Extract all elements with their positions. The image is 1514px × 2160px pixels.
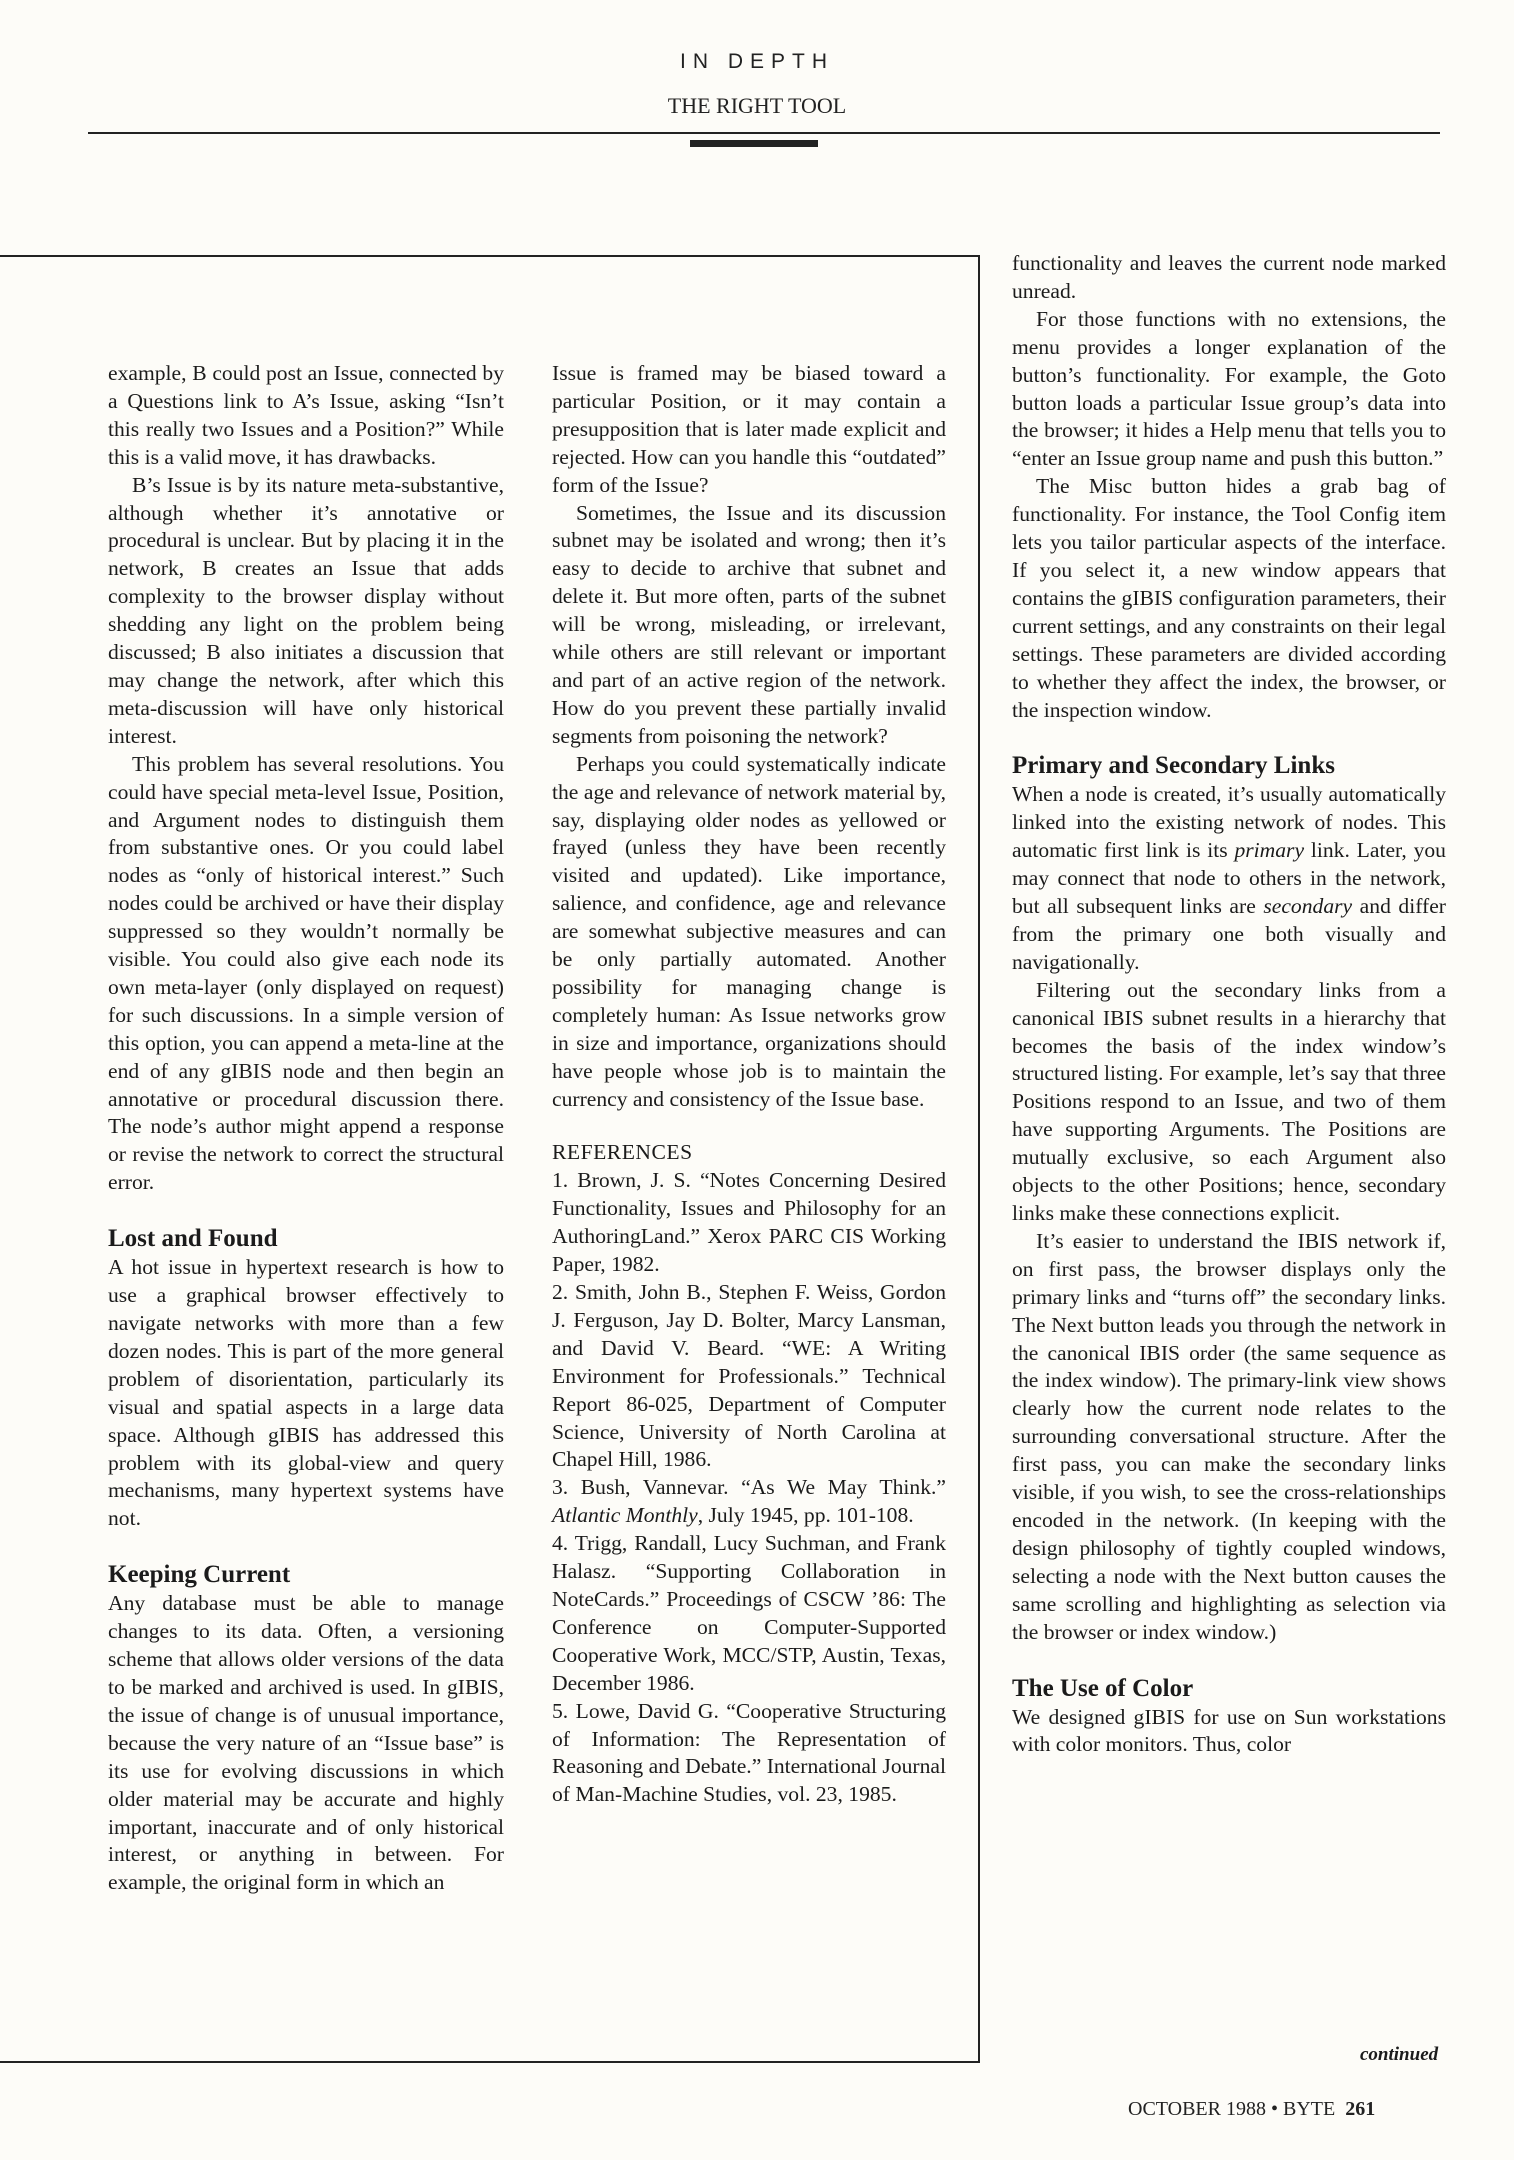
paragraph: B’s Issue is by its nature meta-substantive, although whether it’s annotative or procedural is unclear. But by placing it in the network, B creates an Issue that adds complexity to the browser display without shedding any light on the problem being discussed; B also initiates a discussion that may change the network, after which this meta-discussion will have only historical interest. — [108, 472, 504, 748]
column-3 — [1012, 250, 1446, 1759]
section-kicker: IN DEPTH — [679, 50, 834, 73]
footer-issue: OCTOBER 1988 • BYTE — [1128, 2098, 1336, 2120]
column-box-top-rule — [0, 255, 980, 257]
column-1 — [108, 360, 504, 1897]
page-footer — [1128, 2098, 1375, 2121]
reference-item: 4. Trigg, Randall, Lucy Suchman, and Frank Halasz. “Supporting Collaboration in NoteCards.” Proceedings of CSCW ’86: The Conference on Computer-Supported Cooperative Work, MCC/STP, Austin, Texas, December 1986. — [552, 1531, 946, 1695]
page-number: 261 — [1345, 2098, 1376, 2120]
paragraph: This problem has several resolutions. You could have special meta-level Issue, Position, and Argument nodes to distinguish them from substantive ones. Or you could label nodes as “only of historical interest.” Such nodes could be archived or have their display suppressed so they wouldn’t normally be visible. You could also give each node its own meta-layer (only displayed on request) for such discussions. In a simple version of this option, you can append a meta-line at the end of any gIBIS node and then begin an annotative or procedural discussion there. The node’s author might append a response or revise the network to correct the structural error. — [108, 751, 504, 1195]
heading-primary-secondary-links: Primary and Secondary Links — [1012, 752, 1335, 780]
reference-item: 3. Bush, Vannevar. “As We May Think.” Atlantic Monthly, July 1945, pp. 101-108. — [552, 1475, 946, 1528]
header-rule — [88, 132, 1440, 134]
continued-note: continued — [1360, 2044, 1439, 2065]
reference-item: 5. Lowe, David G. “Cooperative Structuring of Information: The Representation of Reasoning and Debate.” International Journal of Man-Machine Studies, vol. 23, 1985. — [552, 1698, 946, 1807]
heading-lost-and-found: Lost and Found — [108, 1225, 278, 1253]
paragraph: Any database must be able to manage changes to its data. Often, a versioning scheme that allows older versions of the data to be marked and archived is used. In gIBIS, the issue of change is of unusual importance, because the very nature of an “Issue base” is its use for evolving discussions in which older material may be accurate and highly important, inaccurate and of only historical interest, or anything in between. For example, the original form in which an — [108, 1591, 504, 1895]
paragraph: A hot issue in hypertext research is how to use a graphical browser effectively to navigate networks with more than a few dozen nodes. This is part of the more general problem of disorientation, particularly its visual and spatial aspects in a large data space. Although gIBIS has addressed this problem with its global-view and query mechanisms, many hypertext systems have not. — [108, 1255, 504, 1531]
column-box-right-rule — [978, 255, 980, 2063]
column-2 — [552, 360, 946, 1809]
paragraph: The Misc button hides a grab bag of functionality. For instance, the Tool Config item lets you tailor particular aspects of the interface. If you select it, a new window appears that contains the gIBIS configuration parameters, their current settings, and any constraints on their legal settings. These parameters are divided according to whether they affect the index, the browser, or the inspection window. — [1012, 474, 1446, 722]
paragraph: We designed gIBIS for use on Sun workstations with color monitors. Thus, color — [1012, 1704, 1446, 1757]
section-title: THE RIGHT TOOL — [667, 93, 847, 118]
reference-item: 1. Brown, J. S. “Notes Concerning Desired Functionality, Issues and Philosophy for an AuthoringLand.” Xerox PARC CIS Working Paper, 1982. — [552, 1168, 946, 1277]
paragraph: Perhaps you could systematically indicate the age and relevance of network material by, say, displaying older nodes as yellowed or frayed (unless they have been recently visited and updated). Like importance, salience, and confidence, age and relevance are somewhat subjective measures and can be only partially automated. Another possibility for managing change is completely human: As Issue networks grow in size and importance, organizations should have people whose job is to maintain the currency and consistency of the Issue base. — [552, 751, 946, 1111]
header-bar — [690, 140, 818, 147]
heading-keeping-current: Keeping Current — [108, 1561, 291, 1589]
paragraph: It’s easier to understand the IBIS network if, on first pass, the browser displays only the primary links and “turns off” the secondary links. The Next button leads you through the network in the canonical IBIS order (the same sequence as the index window). The primary-link view shows clearly how the current node relates to the surrounding conversational structure. After the first pass, you can make the secondary links visible, if you wish, to see the cross-relationships encoded in the network. (In keeping with the design philosophy of tightly coupled windows, selecting a node with the Next button causes the same scrolling and highlighting as selection via the browser or index window.) — [1012, 1228, 1446, 1644]
column-box-bottom-rule — [0, 2061, 980, 2063]
heading-use-of-color: The Use of Color — [1012, 1674, 1194, 1702]
references-title: REFERENCES — [552, 1140, 693, 1165]
reference-item: 2. Smith, John B., Stephen F. Weiss, Gordon J. Ferguson, Jay D. Bolter, Marcy Lansman, and David V. Beard. “WE: A Writing Environment for Professionals.” Technical Report 86-025, Department of Computer Science, University of North Carolina at Chapel Hill, 1986. — [552, 1280, 946, 1472]
paragraph: example, B could post an Issue, connected by a Questions link to A’s Issue, asking “Isn’t this really two Issues and a Position?” While this is a valid move, it has drawbacks. — [108, 361, 504, 469]
references — [552, 1139, 946, 1809]
paragraph: For those functions with no extensions, the menu provides a longer explanation of the button’s functionality. For example, the Goto button loads a particular Issue group’s data into the browser; it hides a Help menu that tells you to “enter an Issue group name and push this button.” — [1012, 306, 1446, 471]
paragraph: functionality and leaves the current node marked unread. — [1012, 251, 1446, 303]
paragraph: When a node is created, it’s usually automatically linked into the existing network of nodes. This automatic first link is its primary link. Later, you may connect that node to others in the network, but all subsequent links are secondary and differ from the primary one both visually and navigationally. — [1012, 782, 1446, 974]
paragraph: Filtering out the secondary links from a canonical IBIS subnet results in a hierarchy that becomes the basis of the index window’s structured listing. For example, let’s say that three Positions respond to an Issue, and two of them have supporting Arguments. The Positions are mutually exclusive, so each Argument also objects to the other Positions; hence, secondary links make these connections explicit. — [1012, 977, 1446, 1225]
paragraph: Sometimes, the Issue and its discussion subnet may be isolated and wrong; then it’s easy to decide to archive that subnet and delete it. But more often, parts of the subnet will be wrong, misleading, or irrelevant, while others are still relevant or important and part of an active region of the network. How do you prevent these partially invalid segments from poisoning the network? — [552, 500, 946, 748]
paragraph: Issue is framed may be biased toward a particular Position, or it may contain a presupposition that is later made explicit and rejected. How can you handle this “outdated” form of the Issue? — [552, 361, 946, 497]
